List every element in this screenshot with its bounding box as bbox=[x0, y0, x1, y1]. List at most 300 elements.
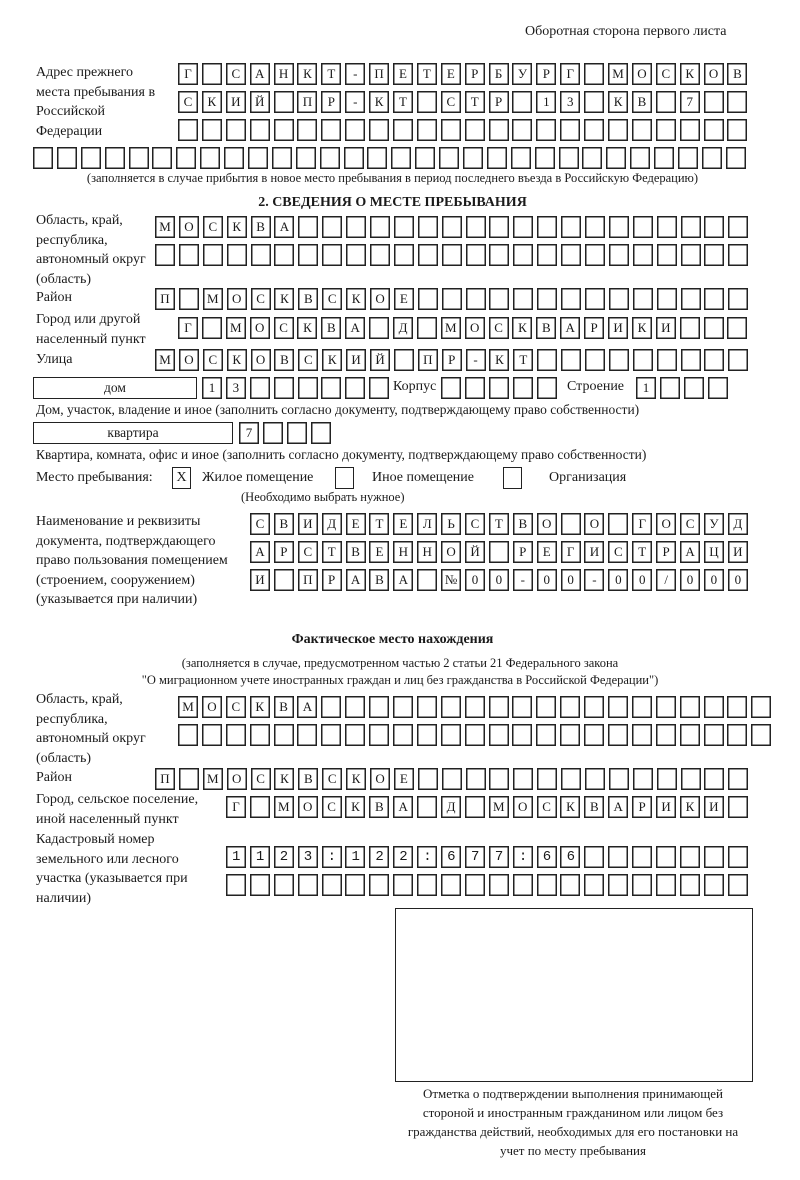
char-cell[interactable]: Р bbox=[656, 541, 676, 563]
char-cell[interactable] bbox=[632, 696, 652, 718]
char-cell[interactable] bbox=[704, 119, 724, 141]
char-cell[interactable]: А bbox=[297, 696, 317, 718]
char-cell[interactable] bbox=[176, 147, 196, 169]
char-cell[interactable]: В bbox=[274, 696, 294, 718]
char-cell[interactable]: И bbox=[704, 796, 724, 818]
char-cell[interactable] bbox=[393, 696, 413, 718]
char-cell[interactable] bbox=[656, 874, 676, 896]
char-cell[interactable]: А bbox=[393, 796, 413, 818]
char-cell[interactable]: Г bbox=[561, 541, 581, 563]
char-cell[interactable] bbox=[536, 696, 556, 718]
char-cell[interactable] bbox=[657, 768, 677, 790]
char-cell[interactable]: М bbox=[203, 288, 223, 310]
char-cell[interactable]: К bbox=[680, 796, 700, 818]
char-cell[interactable]: А bbox=[250, 63, 270, 85]
char-cell[interactable] bbox=[560, 696, 580, 718]
char-cell[interactable] bbox=[367, 147, 387, 169]
char-cell[interactable] bbox=[272, 147, 292, 169]
char-cell[interactable] bbox=[417, 317, 437, 339]
char-cell[interactable] bbox=[632, 724, 652, 746]
char-cell[interactable] bbox=[630, 147, 650, 169]
char-cell[interactable] bbox=[394, 216, 414, 238]
char-cell[interactable] bbox=[417, 569, 437, 591]
char-cell[interactable] bbox=[391, 147, 411, 169]
char-cell[interactable]: С bbox=[226, 63, 246, 85]
char-cell[interactable] bbox=[418, 216, 438, 238]
char-cell[interactable]: К bbox=[345, 796, 365, 818]
char-cell[interactable]: Ь bbox=[441, 513, 461, 535]
char-cell[interactable] bbox=[417, 874, 437, 896]
char-cell[interactable] bbox=[250, 119, 270, 141]
char-cell[interactable] bbox=[274, 874, 294, 896]
char-cell[interactable]: И bbox=[226, 91, 246, 113]
char-cell[interactable]: В bbox=[274, 513, 294, 535]
char-cell[interactable] bbox=[465, 377, 485, 399]
char-cell[interactable]: П bbox=[155, 288, 175, 310]
char-cell[interactable] bbox=[728, 216, 748, 238]
char-cell[interactable] bbox=[513, 377, 533, 399]
char-cell[interactable] bbox=[466, 216, 486, 238]
char-cell[interactable] bbox=[727, 91, 747, 113]
char-cell[interactable] bbox=[704, 288, 724, 310]
char-cell[interactable]: Д bbox=[393, 317, 413, 339]
char-cell[interactable]: Т bbox=[632, 541, 652, 563]
char-cell[interactable] bbox=[298, 244, 318, 266]
char-cell[interactable]: Л bbox=[417, 513, 437, 535]
char-cell[interactable] bbox=[274, 569, 294, 591]
char-cell[interactable] bbox=[224, 147, 244, 169]
char-cell[interactable] bbox=[442, 768, 462, 790]
char-cell[interactable] bbox=[728, 846, 748, 868]
char-cell[interactable]: Т bbox=[369, 513, 389, 535]
char-cell[interactable] bbox=[463, 147, 483, 169]
char-cell[interactable] bbox=[369, 724, 389, 746]
char-cell[interactable]: 3 bbox=[560, 91, 580, 113]
char-cell[interactable] bbox=[728, 768, 748, 790]
char-cell[interactable] bbox=[633, 216, 653, 238]
char-cell[interactable] bbox=[33, 147, 53, 169]
char-cell[interactable] bbox=[512, 119, 532, 141]
char-cell[interactable] bbox=[393, 119, 413, 141]
char-cell[interactable] bbox=[608, 874, 628, 896]
char-cell[interactable]: М bbox=[203, 768, 223, 790]
char-cell[interactable] bbox=[202, 317, 222, 339]
char-cell[interactable] bbox=[369, 696, 389, 718]
char-cell[interactable]: - bbox=[345, 91, 365, 113]
char-cell[interactable]: 0 bbox=[680, 569, 700, 591]
char-cell[interactable] bbox=[727, 724, 747, 746]
char-cell[interactable]: С bbox=[203, 349, 223, 371]
char-cell[interactable] bbox=[537, 768, 557, 790]
char-cell[interactable]: П bbox=[297, 91, 317, 113]
char-cell[interactable]: 0 bbox=[561, 569, 581, 591]
char-cell[interactable] bbox=[608, 724, 628, 746]
char-cell[interactable]: В bbox=[369, 796, 389, 818]
char-cell[interactable]: О bbox=[227, 288, 247, 310]
char-cell[interactable] bbox=[274, 91, 294, 113]
char-cell[interactable] bbox=[296, 147, 316, 169]
char-cell[interactable] bbox=[369, 119, 389, 141]
char-cell[interactable]: Р bbox=[322, 569, 342, 591]
char-cell[interactable]: И bbox=[656, 796, 676, 818]
char-cell[interactable] bbox=[726, 147, 746, 169]
char-cell[interactable] bbox=[369, 874, 389, 896]
char-cell[interactable]: К bbox=[489, 349, 509, 371]
char-cell[interactable] bbox=[727, 317, 747, 339]
cadastral-number-value[interactable]: 1123:122:677:66 bbox=[232, 849, 591, 865]
char-cell[interactable]: А bbox=[346, 569, 366, 591]
char-cell[interactable] bbox=[654, 147, 674, 169]
char-cell[interactable] bbox=[584, 63, 604, 85]
char-cell[interactable]: О bbox=[251, 349, 271, 371]
char-cell[interactable] bbox=[441, 724, 461, 746]
char-cell[interactable] bbox=[152, 147, 172, 169]
char-cell[interactable] bbox=[487, 147, 507, 169]
char-cell[interactable]: В bbox=[251, 216, 271, 238]
char-cell[interactable] bbox=[179, 768, 199, 790]
char-cell[interactable] bbox=[178, 724, 198, 746]
char-cell[interactable] bbox=[81, 147, 101, 169]
char-cell[interactable] bbox=[704, 216, 724, 238]
char-cell[interactable]: Т bbox=[489, 513, 509, 535]
char-cell[interactable]: В bbox=[727, 63, 747, 85]
char-cell[interactable]: С bbox=[441, 91, 461, 113]
char-cell[interactable]: Е bbox=[346, 513, 366, 535]
char-cell[interactable]: С bbox=[250, 513, 270, 535]
char-cell[interactable] bbox=[203, 244, 223, 266]
place-other-checkbox[interactable] bbox=[335, 467, 354, 489]
char-cell[interactable]: М bbox=[226, 317, 246, 339]
char-cell[interactable]: Д bbox=[728, 513, 748, 535]
char-cell[interactable] bbox=[704, 696, 724, 718]
char-cell[interactable]: М bbox=[274, 796, 294, 818]
char-cell[interactable]: О bbox=[537, 513, 557, 535]
char-cell[interactable] bbox=[393, 874, 413, 896]
char-cell[interactable]: Т bbox=[393, 91, 413, 113]
char-cell[interactable] bbox=[227, 244, 247, 266]
char-cell[interactable]: А bbox=[250, 541, 270, 563]
char-cell[interactable] bbox=[537, 349, 557, 371]
char-cell[interactable] bbox=[751, 696, 771, 718]
char-cell[interactable] bbox=[297, 119, 317, 141]
char-cell[interactable] bbox=[512, 724, 532, 746]
char-cell[interactable]: 0 bbox=[537, 569, 557, 591]
char-cell[interactable]: Р bbox=[465, 63, 485, 85]
char-cell[interactable] bbox=[321, 724, 341, 746]
char-cell[interactable] bbox=[466, 244, 486, 266]
char-cell[interactable] bbox=[466, 768, 486, 790]
char-cell[interactable]: Т bbox=[417, 63, 437, 85]
char-cell[interactable] bbox=[442, 288, 462, 310]
char-cell[interactable]: О bbox=[202, 696, 222, 718]
char-cell[interactable]: Р bbox=[274, 541, 294, 563]
char-cell[interactable]: А bbox=[608, 796, 628, 818]
char-cell[interactable] bbox=[155, 244, 175, 266]
char-cell[interactable] bbox=[370, 244, 390, 266]
char-cell[interactable]: К bbox=[322, 349, 342, 371]
char-cell[interactable] bbox=[274, 119, 294, 141]
char-cell[interactable] bbox=[311, 422, 331, 444]
char-cell[interactable] bbox=[442, 244, 462, 266]
char-cell[interactable] bbox=[393, 724, 413, 746]
char-cell[interactable] bbox=[511, 147, 531, 169]
char-cell[interactable] bbox=[537, 377, 557, 399]
char-cell[interactable]: Р bbox=[584, 317, 604, 339]
char-cell[interactable] bbox=[489, 216, 509, 238]
char-cell[interactable] bbox=[680, 724, 700, 746]
char-cell[interactable] bbox=[656, 724, 676, 746]
char-cell[interactable] bbox=[609, 216, 629, 238]
char-cell[interactable]: А bbox=[274, 216, 294, 238]
char-cell[interactable]: И bbox=[298, 513, 318, 535]
char-cell[interactable] bbox=[465, 119, 485, 141]
char-cell[interactable] bbox=[370, 216, 390, 238]
char-cell[interactable] bbox=[680, 846, 700, 868]
char-cell[interactable] bbox=[537, 216, 557, 238]
char-cell[interactable] bbox=[702, 147, 722, 169]
char-cell[interactable] bbox=[441, 377, 461, 399]
char-cell[interactable] bbox=[728, 288, 748, 310]
char-cell[interactable]: В bbox=[274, 349, 294, 371]
char-cell[interactable]: Г bbox=[226, 796, 246, 818]
char-cell[interactable]: - bbox=[584, 569, 604, 591]
char-cell[interactable] bbox=[656, 91, 676, 113]
char-cell[interactable]: С bbox=[656, 63, 676, 85]
char-cell[interactable]: 0 bbox=[608, 569, 628, 591]
char-cell[interactable] bbox=[322, 244, 342, 266]
char-cell[interactable] bbox=[298, 874, 318, 896]
char-cell[interactable]: В bbox=[298, 288, 318, 310]
char-cell[interactable] bbox=[226, 724, 246, 746]
char-cell[interactable] bbox=[537, 244, 557, 266]
char-cell[interactable] bbox=[441, 874, 461, 896]
char-cell[interactable]: С bbox=[465, 513, 485, 535]
char-cell[interactable]: Е bbox=[537, 541, 557, 563]
char-cell[interactable] bbox=[394, 349, 414, 371]
char-cell[interactable] bbox=[704, 874, 724, 896]
char-cell[interactable] bbox=[250, 796, 270, 818]
char-cell[interactable]: Т bbox=[322, 541, 342, 563]
char-cell[interactable] bbox=[489, 244, 509, 266]
char-cell[interactable] bbox=[513, 768, 533, 790]
char-cell[interactable] bbox=[129, 147, 149, 169]
char-cell[interactable] bbox=[226, 874, 246, 896]
char-cell[interactable]: 0 bbox=[465, 569, 485, 591]
char-cell[interactable] bbox=[584, 119, 604, 141]
char-cell[interactable] bbox=[489, 724, 509, 746]
char-cell[interactable] bbox=[489, 696, 509, 718]
char-cell[interactable]: К bbox=[632, 317, 652, 339]
char-cell[interactable]: 0 bbox=[632, 569, 652, 591]
char-cell[interactable]: Е bbox=[393, 63, 413, 85]
char-cell[interactable] bbox=[287, 422, 307, 444]
char-cell[interactable] bbox=[345, 119, 365, 141]
char-cell[interactable] bbox=[609, 288, 629, 310]
char-cell[interactable]: К bbox=[346, 288, 366, 310]
char-cell[interactable]: Р bbox=[489, 91, 509, 113]
house-type-field[interactable]: дом bbox=[33, 377, 197, 399]
char-cell[interactable] bbox=[442, 216, 462, 238]
char-cell[interactable] bbox=[298, 377, 318, 399]
char-cell[interactable] bbox=[681, 349, 701, 371]
char-cell[interactable]: М bbox=[178, 696, 198, 718]
char-cell[interactable]: Р bbox=[513, 541, 533, 563]
char-cell[interactable] bbox=[248, 147, 268, 169]
char-cell[interactable] bbox=[537, 288, 557, 310]
char-cell[interactable]: О bbox=[298, 796, 318, 818]
char-cell[interactable] bbox=[513, 244, 533, 266]
char-cell[interactable]: В bbox=[584, 796, 604, 818]
char-cell[interactable] bbox=[704, 91, 724, 113]
char-cell[interactable] bbox=[704, 768, 724, 790]
char-cell[interactable] bbox=[489, 541, 509, 563]
char-cell[interactable]: Г bbox=[178, 317, 198, 339]
char-cell[interactable]: М bbox=[155, 349, 175, 371]
char-cell[interactable] bbox=[345, 874, 365, 896]
char-cell[interactable] bbox=[441, 696, 461, 718]
char-cell[interactable] bbox=[561, 216, 581, 238]
char-cell[interactable]: Т bbox=[465, 91, 485, 113]
char-cell[interactable] bbox=[560, 724, 580, 746]
char-cell[interactable] bbox=[369, 317, 389, 339]
char-cell[interactable]: Р bbox=[321, 91, 341, 113]
char-cell[interactable] bbox=[704, 349, 724, 371]
char-cell[interactable]: О bbox=[227, 768, 247, 790]
char-cell[interactable]: К bbox=[346, 768, 366, 790]
char-cell[interactable] bbox=[657, 288, 677, 310]
char-cell[interactable] bbox=[251, 244, 271, 266]
char-cell[interactable]: М bbox=[441, 317, 461, 339]
char-cell[interactable] bbox=[417, 796, 437, 818]
char-cell[interactable]: К bbox=[250, 696, 270, 718]
char-cell[interactable]: К bbox=[608, 91, 628, 113]
char-cell[interactable]: И bbox=[608, 317, 628, 339]
char-cell[interactable]: С bbox=[680, 513, 700, 535]
char-cell[interactable] bbox=[369, 377, 389, 399]
char-cell[interactable] bbox=[609, 349, 629, 371]
char-cell[interactable]: С bbox=[322, 288, 342, 310]
char-cell[interactable] bbox=[202, 63, 222, 85]
char-cell[interactable] bbox=[512, 696, 532, 718]
char-cell[interactable] bbox=[633, 244, 653, 266]
char-cell[interactable]: Д bbox=[322, 513, 342, 535]
char-cell[interactable] bbox=[704, 317, 724, 339]
char-cell[interactable]: П bbox=[298, 569, 318, 591]
char-cell[interactable] bbox=[656, 846, 676, 868]
char-cell[interactable] bbox=[632, 119, 652, 141]
char-cell[interactable] bbox=[680, 119, 700, 141]
char-cell[interactable] bbox=[728, 244, 748, 266]
char-cell[interactable] bbox=[632, 874, 652, 896]
char-cell[interactable]: А bbox=[680, 541, 700, 563]
char-cell[interactable]: Р bbox=[442, 349, 462, 371]
char-cell[interactable]: В bbox=[321, 317, 341, 339]
char-cell[interactable]: / bbox=[656, 569, 676, 591]
char-cell[interactable] bbox=[584, 874, 604, 896]
char-cell[interactable] bbox=[704, 846, 724, 868]
char-cell[interactable] bbox=[680, 317, 700, 339]
char-cell[interactable] bbox=[320, 147, 340, 169]
char-cell[interactable] bbox=[513, 288, 533, 310]
char-cell[interactable]: М bbox=[155, 216, 175, 238]
char-cell[interactable] bbox=[632, 846, 652, 868]
char-cell[interactable] bbox=[633, 349, 653, 371]
char-cell[interactable]: Е bbox=[394, 768, 414, 790]
char-cell[interactable]: Ц bbox=[704, 541, 724, 563]
char-cell[interactable]: Й bbox=[465, 541, 485, 563]
char-cell[interactable]: Й bbox=[370, 349, 390, 371]
char-cell[interactable] bbox=[417, 696, 437, 718]
char-cell[interactable] bbox=[179, 244, 199, 266]
char-cell[interactable]: О bbox=[179, 349, 199, 371]
char-cell[interactable] bbox=[346, 216, 366, 238]
char-cell[interactable]: М bbox=[489, 796, 509, 818]
char-cell[interactable]: Е bbox=[441, 63, 461, 85]
char-cell[interactable] bbox=[274, 724, 294, 746]
char-cell[interactable] bbox=[512, 91, 532, 113]
char-cell[interactable] bbox=[585, 244, 605, 266]
char-cell[interactable]: С bbox=[251, 768, 271, 790]
char-cell[interactable] bbox=[394, 244, 414, 266]
char-cell[interactable]: - bbox=[466, 349, 486, 371]
char-cell[interactable]: С bbox=[322, 796, 342, 818]
char-cell[interactable] bbox=[345, 696, 365, 718]
char-cell[interactable] bbox=[418, 244, 438, 266]
char-cell[interactable] bbox=[297, 724, 317, 746]
char-cell[interactable] bbox=[489, 288, 509, 310]
char-cell[interactable]: В bbox=[513, 513, 533, 535]
char-cell[interactable]: А bbox=[393, 569, 413, 591]
char-cell[interactable] bbox=[322, 874, 342, 896]
char-cell[interactable] bbox=[489, 377, 509, 399]
char-cell[interactable] bbox=[200, 147, 220, 169]
char-cell[interactable] bbox=[439, 147, 459, 169]
char-cell[interactable]: К bbox=[297, 317, 317, 339]
char-cell[interactable]: Р bbox=[536, 63, 556, 85]
char-cell[interactable]: 7 bbox=[680, 91, 700, 113]
char-cell[interactable]: И bbox=[656, 317, 676, 339]
char-cell[interactable]: Е bbox=[369, 541, 389, 563]
char-cell[interactable]: О bbox=[704, 63, 724, 85]
char-cell[interactable] bbox=[513, 216, 533, 238]
char-cell[interactable]: И bbox=[584, 541, 604, 563]
char-cell[interactable] bbox=[656, 696, 676, 718]
char-cell[interactable] bbox=[727, 119, 747, 141]
char-cell[interactable] bbox=[321, 119, 341, 141]
char-cell[interactable]: У bbox=[512, 63, 532, 85]
char-cell[interactable] bbox=[681, 216, 701, 238]
char-cell[interactable] bbox=[298, 216, 318, 238]
char-cell[interactable] bbox=[561, 244, 581, 266]
char-cell[interactable]: Т bbox=[321, 63, 341, 85]
char-cell[interactable]: Г bbox=[178, 63, 198, 85]
char-cell[interactable] bbox=[465, 796, 485, 818]
char-cell[interactable] bbox=[57, 147, 77, 169]
char-cell[interactable] bbox=[513, 874, 533, 896]
char-cell[interactable] bbox=[680, 874, 700, 896]
char-cell[interactable] bbox=[226, 119, 246, 141]
char-cell[interactable]: О bbox=[250, 317, 270, 339]
char-cell[interactable] bbox=[418, 768, 438, 790]
char-cell[interactable]: О bbox=[513, 796, 533, 818]
char-cell[interactable] bbox=[585, 216, 605, 238]
char-cell[interactable]: К bbox=[202, 91, 222, 113]
char-cell[interactable] bbox=[250, 724, 270, 746]
char-cell[interactable] bbox=[321, 377, 341, 399]
char-cell[interactable] bbox=[681, 768, 701, 790]
char-cell[interactable] bbox=[708, 377, 728, 399]
char-cell[interactable] bbox=[656, 119, 676, 141]
